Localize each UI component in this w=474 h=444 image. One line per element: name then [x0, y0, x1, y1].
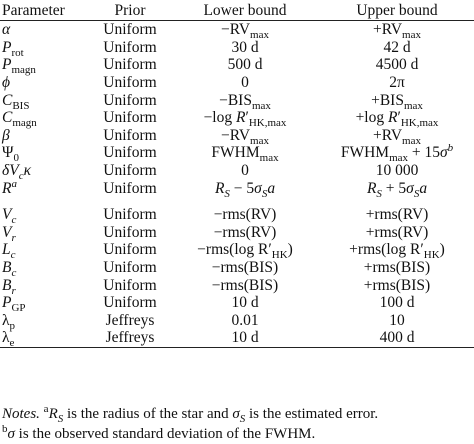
cell-upper-bound: 10 000 — [375, 162, 419, 180]
note-line-1: Notes. $^aR_S$ is the radius of the star and $\sigma_S$ is the estimated error. — [2, 403, 379, 425]
cell-lower-bound: $-BIS_{max}$ — [219, 91, 271, 112]
cell-prior: Uniform — [103, 223, 157, 241]
table-row — [0, 224, 474, 242]
cell-lower-bound: 30 d — [231, 38, 259, 56]
note-line-2: $^b$σ is the observed standard deviation of the FWHM. — [2, 423, 316, 442]
cell-lower-bound: $-RV_{max}$ — [221, 21, 269, 42]
cell-parameter: $C_{magn}$ — [2, 109, 37, 130]
cell-upper-bound: $+RV_{max}$ — [373, 21, 421, 42]
cell-upper-bound: $+BIS_{max}$ — [371, 91, 423, 112]
cell-parameter: $\lambda_p$ — [2, 311, 16, 332]
cell-lower-bound: −rms(RV) — [213, 223, 277, 241]
cell-prior: Uniform — [103, 241, 157, 259]
cell-upper-bound: +rms(BIS) — [363, 276, 431, 294]
cell-lower-bound: $FWHM_{max}$ — [211, 144, 279, 165]
cell-parameter: $P_{magn}$ — [2, 56, 36, 77]
header-row — [0, 0, 474, 21]
cell-prior: Uniform — [103, 91, 157, 109]
cell-upper-bound: 42 d — [383, 38, 411, 56]
cell-upper-bound: 4500 d — [375, 56, 419, 74]
cell-parameter: $\lambda_e$ — [2, 329, 15, 350]
cell-parameter: α — [2, 21, 11, 39]
cell-parameter: ϕ — [2, 74, 11, 92]
table-row — [0, 127, 474, 145]
cell-prior: Uniform — [103, 74, 157, 92]
cell-prior: Uniform — [103, 162, 157, 180]
table-row — [0, 109, 474, 127]
cell-lower-bound: $-RV_{max}$ — [221, 126, 269, 147]
cell-parameter: $C_{BIS}$ — [2, 91, 30, 112]
cell-lower-bound: −rms(BIS) — [211, 276, 279, 294]
cell-upper-bound: +rms(RV) — [365, 223, 429, 241]
cell-parameter: $P_{rot}$ — [2, 38, 24, 59]
table-row — [0, 276, 474, 294]
table-row — [0, 241, 474, 259]
notes-label: Notes. — [2, 406, 40, 422]
cell-parameter: $\Psi_0$ — [2, 144, 19, 165]
cell-upper-bound: 100 d — [379, 294, 415, 312]
cell-parameter: $P_{GP}$ — [2, 294, 26, 315]
cell-lower-bound: 0 — [241, 74, 249, 92]
cell-lower-bound: −rms(RV) — [213, 206, 277, 224]
table-row — [0, 21, 474, 39]
cell-lower-bound: 10 d — [231, 329, 259, 347]
cell-lower-bound: 10 d — [231, 294, 259, 312]
cell-lower-bound: $R_S - 5\sigma_Sa$ — [214, 179, 276, 200]
cell-prior: Uniform — [103, 21, 157, 39]
cell-upper-bound: 2π — [389, 74, 405, 92]
cell-parameter: $R^a$ — [2, 177, 17, 197]
table-row — [0, 144, 474, 162]
cell-prior: Uniform — [103, 38, 157, 56]
cell-lower-bound: 500 d — [227, 56, 263, 74]
cell-parameter: $\delta V_c\kappa$ — [2, 162, 32, 183]
group-spacer — [0, 197, 474, 206]
cell-prior: Uniform — [103, 259, 157, 277]
header-upper-bound: Upper bound — [356, 1, 438, 19]
table-row — [0, 74, 474, 92]
cell-upper-bound: $+RV_{max}$ — [373, 126, 421, 147]
cell-lower-bound: 0.01 — [231, 311, 259, 329]
header-lower-bound: Lower bound — [203, 1, 287, 19]
cell-lower-bound: −rms(log $R'_{HK}$) — [197, 241, 293, 262]
cell-parameter: $V_r$ — [2, 223, 16, 244]
table-row — [0, 91, 474, 109]
header-prior: Prior — [114, 1, 146, 19]
cell-upper-bound: +rms(RV) — [365, 206, 429, 224]
cell-prior: Uniform — [103, 109, 157, 127]
table-row — [0, 329, 474, 347]
table-row — [0, 162, 474, 180]
cell-prior: Uniform — [103, 294, 157, 312]
cell-prior: Uniform — [103, 144, 157, 162]
cell-upper-bound: +rms(log $R'_{HK}$) — [349, 241, 445, 262]
cell-lower-bound: 0 — [241, 162, 249, 180]
table-row — [0, 259, 474, 277]
cell-prior: Uniform — [103, 206, 157, 224]
cell-prior: Uniform — [103, 126, 157, 144]
cell-prior: Jeffreys — [105, 311, 155, 329]
cell-upper-bound: +log $R'_{HK,max}$ — [355, 109, 439, 130]
cell-parameter: $L_c$ — [2, 241, 16, 262]
table-notes — [2, 404, 472, 444]
cell-upper-bound: $R_S + 5\sigma_Sa$ — [366, 179, 428, 200]
cell-parameter: $B_c$ — [2, 259, 17, 280]
cell-upper-bound: $FWHM_{max} + 15\sigma^b$ — [340, 142, 454, 165]
cell-parameter: β — [2, 126, 10, 144]
table-row — [0, 56, 474, 74]
cell-parameter: $V_c$ — [2, 206, 17, 227]
cell-prior: Uniform — [103, 179, 157, 197]
cell-prior: Uniform — [103, 56, 157, 74]
cell-prior: Jeffreys — [105, 329, 155, 347]
table-row — [0, 179, 474, 197]
header-parameter: Parameter — [2, 1, 65, 19]
cell-upper-bound: 400 d — [379, 329, 415, 347]
table-row — [0, 294, 474, 312]
table-row — [0, 206, 474, 224]
cell-upper-bound: +rms(BIS) — [363, 259, 431, 277]
cell-parameter: $B_r$ — [2, 276, 16, 297]
cell-lower-bound: −rms(BIS) — [211, 259, 279, 277]
table-body — [0, 21, 474, 348]
table-row — [0, 312, 474, 330]
cell-upper-bound: 10 — [389, 311, 405, 329]
cell-prior: Uniform — [103, 276, 157, 294]
cell-lower-bound: −log $R'_{HK,max}$ — [203, 109, 287, 130]
table-row — [0, 39, 474, 57]
